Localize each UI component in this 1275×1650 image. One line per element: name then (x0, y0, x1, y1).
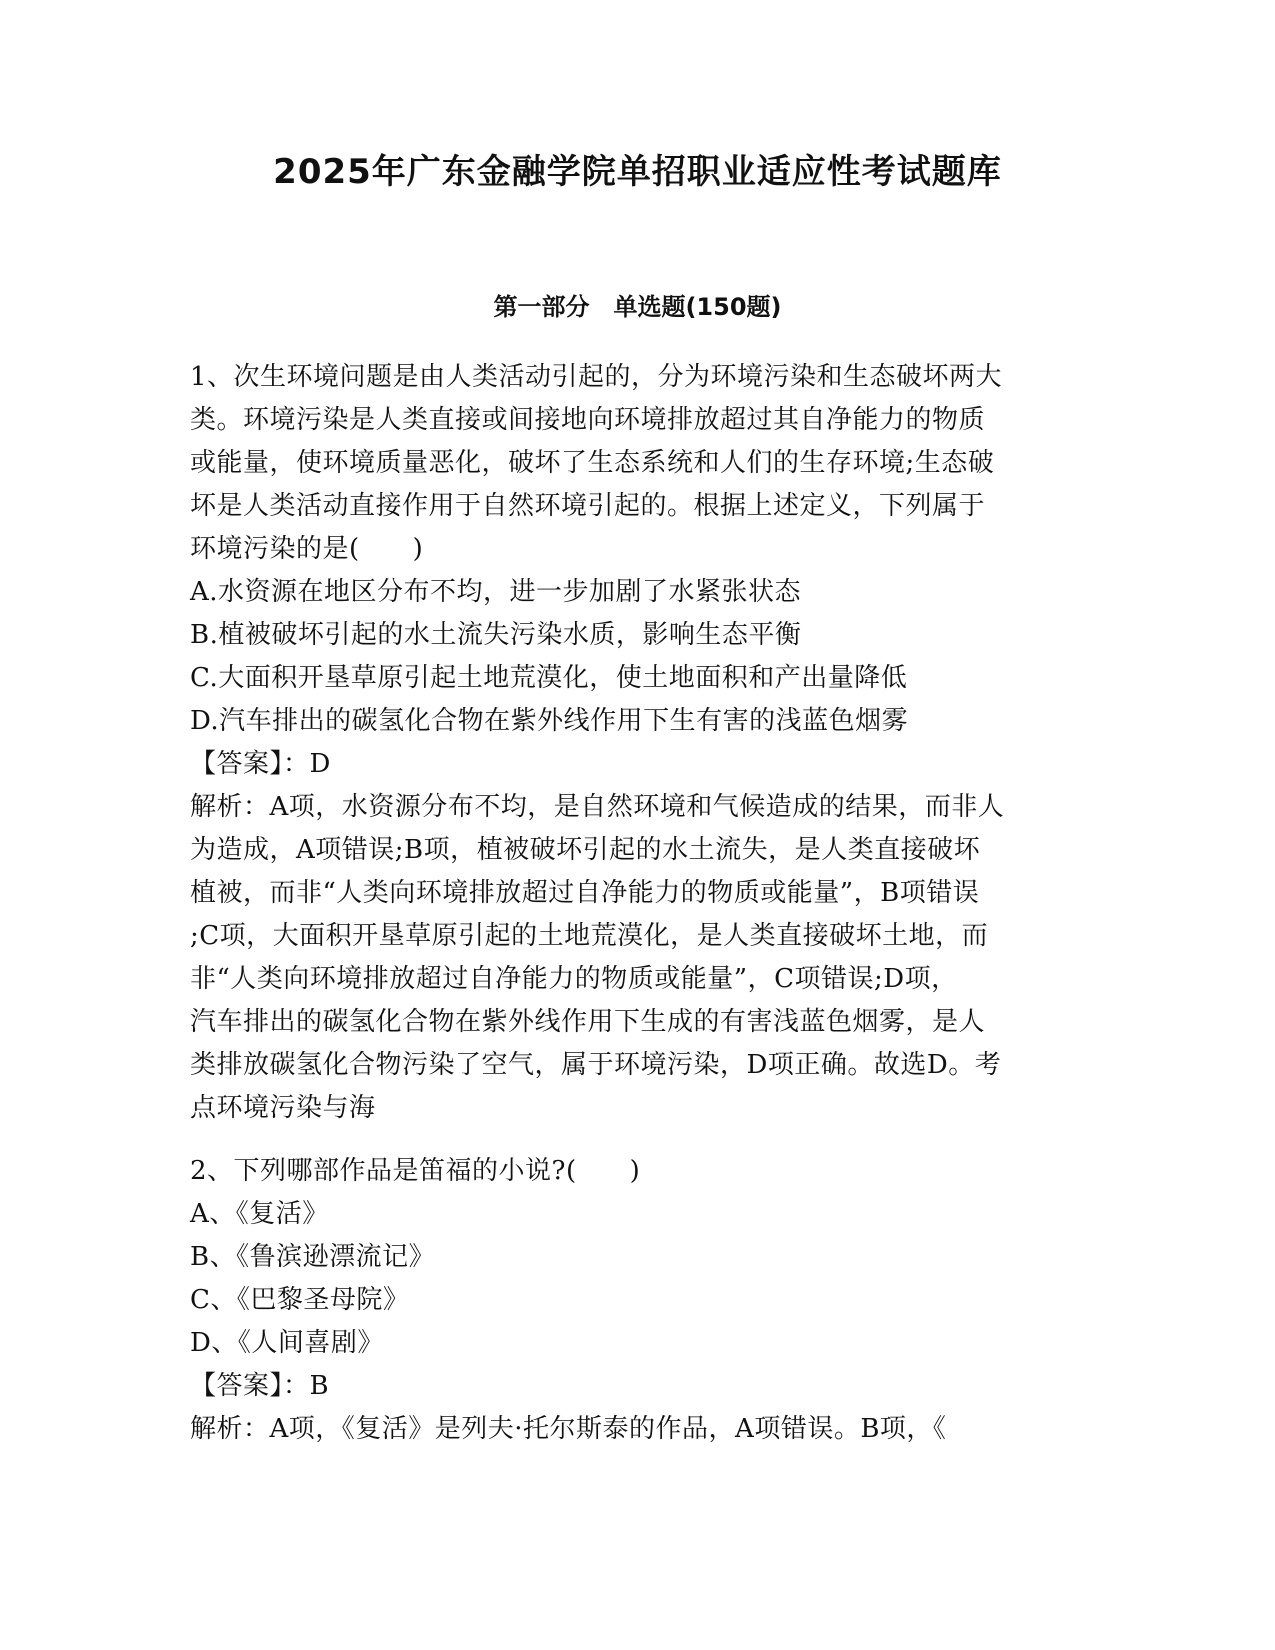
answer-line: 【答案】：D (190, 749, 331, 779)
option-d: D、《人间喜剧》 (190, 1328, 384, 1358)
question-2 (190, 1150, 1090, 1451)
analysis-line: ;C项，大面积开垦草原引起的土地荒漠化，是人类直接破坏土地，而 (190, 921, 989, 951)
analysis-line: 汽车排出的碳氢化合物在紫外线作用下生成的有害浅蓝色烟雾，是人 (190, 1007, 986, 1037)
question-spacer (190, 1130, 1090, 1150)
analysis-line: 点环境污染与海 (190, 1093, 376, 1123)
analysis-line: 解析：A项，水资源分布不均，是自然环境和气候造成的结果，而非人 (190, 792, 1005, 822)
option-c: C.大面积开垦草原引起土地荒漠化，使土地面积和产出量降低 (190, 663, 908, 693)
option-b: B、《鲁滨逊漂流记》 (190, 1242, 436, 1272)
question-content (190, 356, 1090, 1451)
document-title: 2025年广东金融学院单招职业适应性考试题库 (273, 152, 1002, 192)
option-a: A.水资源在地区分布不均，进一步加剧了水紧张状态 (190, 577, 802, 607)
answer-line: 【答案】：B (190, 1371, 330, 1401)
question-stem-line: 或能量，使环境质量恶化，破坏了生态系统和人们的生存环境;生态破 (190, 448, 995, 478)
analysis-line: 解析：A项，《复活》是列夫·托尔斯泰的作品，A项错误。B项，《 (190, 1414, 947, 1444)
option-a: A、《复活》 (190, 1199, 329, 1229)
question-stem-line: 2、下列哪部作品是笛福的小说?( ) (190, 1156, 641, 1186)
section-heading: 第一部分 单选题(150题) (493, 293, 782, 321)
question-stem-line: 1、次生环境问题是由人类活动引起的，分为环境污染和生态破坏两大 (190, 362, 1003, 392)
analysis-line: 为造成，A项错误;B项，植被破坏引起的水土流失，是人类直接破坏 (190, 835, 981, 865)
question-stem-line: 类。环境污染是人类直接或间接地向环境排放超过其自净能力的物质 (190, 405, 986, 435)
analysis-line: 植被，而非“人类向环境排放超过自净能力的物质或能量”，B项错误 (190, 878, 980, 908)
option-c: C、《巴黎圣母院》 (190, 1285, 410, 1315)
option-d: D.汽车排出的碳氢化合物在紫外线作用下生有害的浅蓝色烟雾 (190, 706, 909, 736)
question-stem-line: 坏是人类活动直接作用于自然环境引起的。根据上述定义，下列属于 (190, 491, 986, 521)
question-1 (190, 356, 1090, 1130)
analysis-line: 非“人类向环境排放超过自净能力的物质或能量”，C项错误;D项， (190, 964, 958, 994)
option-b: B.植被破坏引起的水土流失污染水质，影响生态平衡 (190, 620, 802, 650)
question-stem-line: 环境污染的是( ) (190, 534, 424, 564)
analysis-line: 类排放碳氢化合物污染了空气，属于环境污染，D项正确。故选D。考 (190, 1050, 1002, 1080)
